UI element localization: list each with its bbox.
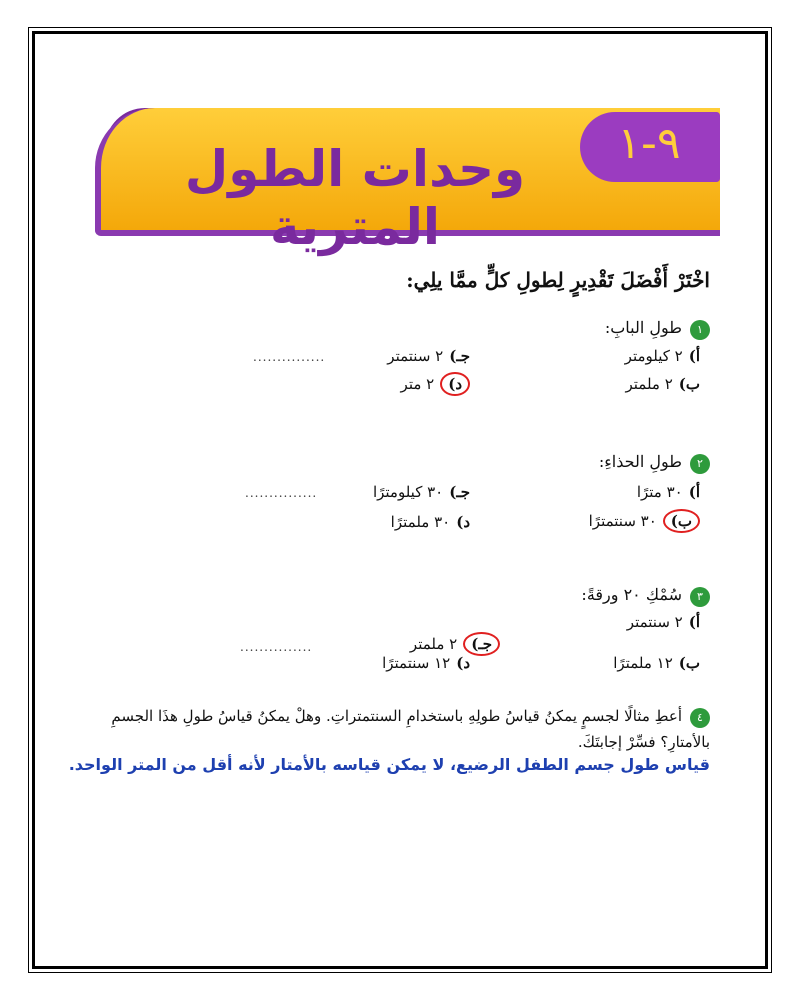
option-label: د) — [456, 513, 470, 531]
question-text: سُمْكِ ٢٠ ورقةً: — [581, 585, 682, 604]
question-4 — [80, 703, 710, 755]
selected-circle: د) — [440, 372, 470, 396]
option-b[interactable] — [613, 654, 700, 672]
question-2 — [599, 452, 710, 474]
option-text: ٢ متر — [400, 375, 435, 393]
answer-dots: ............... — [240, 640, 313, 654]
answer-dots: ............... — [253, 350, 326, 364]
option-label: جـ) — [449, 483, 470, 501]
option-a[interactable] — [625, 347, 700, 365]
selected-circle: ب) — [663, 509, 700, 533]
option-d[interactable] — [391, 513, 470, 531]
option-label: ب) — [678, 375, 700, 393]
option-text: ٢ كيلومتر — [624, 347, 683, 365]
option-text: ٣٠ سنتمترًا — [588, 512, 657, 530]
question-text: أعطِ مثالًا لجسمٍ يمكنُ قياسُ طولِهِ باستخدامِ السنتمتراتِ. وهلْ يمكنُ قياسُ طولِ هذَا الجسمِ بالأمتارِ؟ فسِّرْ إجابتَكَ. — [111, 707, 710, 751]
handwritten-answer: قياس طول جسم الطفل الرضيع، لا يمكن قياسه بالأمتار لأنه أقل من المتر الواحد. — [68, 755, 710, 774]
question-number: ١ — [690, 320, 710, 340]
option-text: ٢ ملمتر — [625, 375, 673, 393]
option-text: ٣٠ كيلومترًا — [372, 483, 444, 501]
question-text: طولِ البابِ: — [604, 318, 682, 337]
option-label: د) — [456, 654, 470, 672]
option-d-selected[interactable] — [401, 372, 470, 396]
option-b[interactable] — [625, 375, 700, 393]
selected-circle: جـ) — [463, 632, 500, 656]
question-number: ٢ — [690, 454, 710, 474]
option-c[interactable] — [387, 347, 470, 365]
page-title: وحدات الطول المترية — [184, 140, 526, 256]
instruction: اخْتَرْ أَفْضَلَ تَقْدِيرٍ لِطولِ كلٍّ ممَّا يلِي: — [406, 268, 710, 292]
option-a[interactable] — [637, 483, 700, 501]
answer-dots: ............... — [245, 486, 318, 500]
option-text: ١٢ سنتمترًا — [382, 654, 451, 672]
lesson-number: ٩-١ — [617, 118, 681, 169]
question-1 — [605, 318, 710, 340]
option-b-selected[interactable] — [589, 509, 700, 533]
option-text: ٢ ملمتر — [409, 635, 458, 653]
option-label: أ) — [688, 613, 700, 631]
question-3 — [581, 585, 710, 607]
option-a[interactable] — [627, 613, 700, 631]
option-text: ٣٠ ملمترًا — [390, 513, 451, 531]
option-text: ٢ سنتمتر — [626, 613, 683, 631]
question-text: طولِ الحذاءِ: — [598, 452, 682, 471]
option-text: ٢ سنتمتر — [387, 347, 444, 365]
question-number: ٤ — [690, 708, 710, 728]
option-c[interactable] — [373, 483, 470, 501]
option-text: ١٢ ملمترًا — [613, 654, 673, 672]
option-label: جـ) — [449, 347, 470, 365]
option-label: ب) — [678, 654, 700, 672]
option-d[interactable] — [382, 654, 470, 672]
option-label: أ) — [688, 347, 700, 365]
option-label: أ) — [688, 483, 700, 501]
option-text: ٣٠ مترًا — [636, 483, 683, 501]
option-c-selected[interactable] — [410, 632, 500, 656]
question-number: ٣ — [690, 587, 710, 607]
